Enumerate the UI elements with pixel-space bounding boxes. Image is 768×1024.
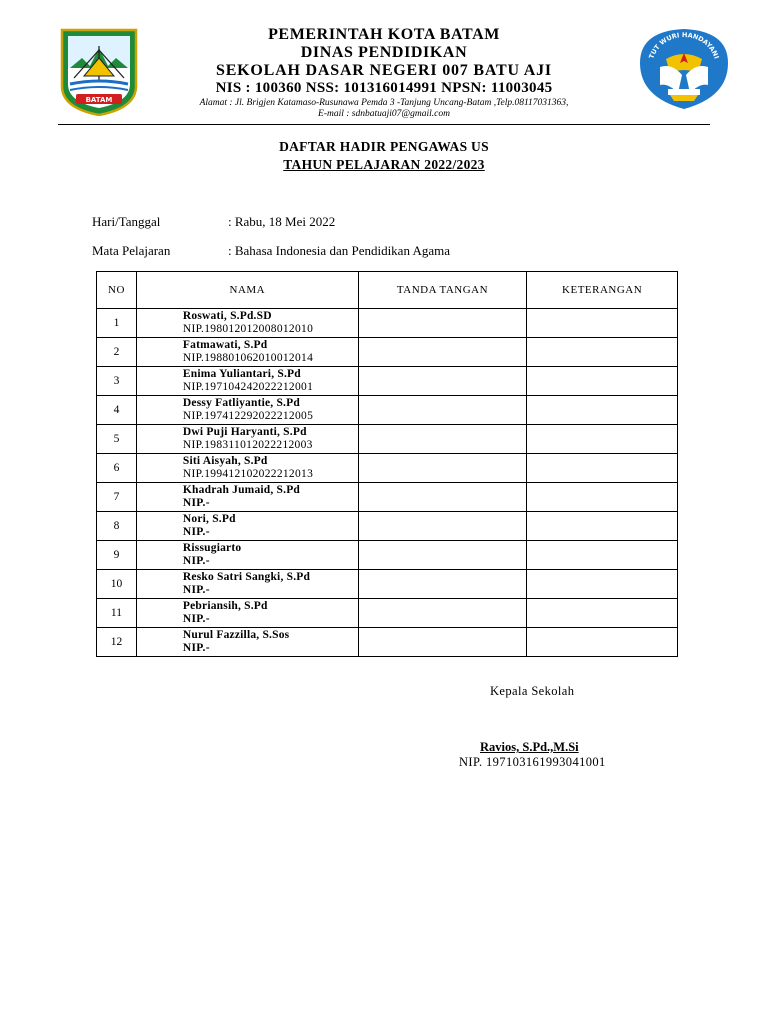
principal-nip: NIP. 197103161993041001 xyxy=(459,755,606,769)
signature-cell[interactable] xyxy=(358,628,527,657)
remarks-cell[interactable] xyxy=(527,454,678,483)
signature-cell[interactable] xyxy=(358,512,527,541)
table-row xyxy=(97,454,678,483)
signature-cell[interactable] xyxy=(358,570,527,599)
header-signature: TANDA TANGAN xyxy=(358,272,527,309)
table-row xyxy=(97,367,678,396)
remarks-cell[interactable] xyxy=(527,483,678,512)
row-name-cell xyxy=(136,425,358,454)
supervisor-name: Roswati, S.Pd.SD xyxy=(182,310,272,322)
row-number: 9 xyxy=(97,541,137,570)
row-number: 4 xyxy=(97,396,137,425)
signature-cell[interactable] xyxy=(358,425,527,454)
row-number: 3 xyxy=(97,367,137,396)
row-name-cell xyxy=(136,367,358,396)
header-remarks: KETERANGAN xyxy=(527,272,678,309)
header-government: PEMERINTAH KOTA BATAM xyxy=(268,26,500,43)
batam-logo-text: BATAM xyxy=(85,96,113,104)
row-name-cell xyxy=(136,570,358,599)
supervisor-name: Resko Satri Sangki, S.Pd xyxy=(182,571,311,583)
supervisor-nip: NIP.197412292022212005 xyxy=(182,410,314,422)
document-subtitle: TAHUN PELAJARAN 2022/2023 xyxy=(283,157,485,172)
row-number: 2 xyxy=(97,338,137,367)
table-row xyxy=(97,512,678,541)
row-number: 6 xyxy=(97,454,137,483)
subject-value: : Bahasa Indonesia dan Pendidikan Agama xyxy=(228,243,451,258)
supervisor-name: Dwi Puji Haryanti, S.Pd xyxy=(182,426,307,438)
supervisor-name: Nurul Fazzilla, S.Sos xyxy=(182,629,290,641)
remarks-cell[interactable] xyxy=(527,367,678,396)
row-number: 1 xyxy=(97,309,137,338)
row-name-cell xyxy=(136,512,358,541)
document-title: DAFTAR HADIR PENGAWAS US xyxy=(279,139,489,154)
signature-cell[interactable] xyxy=(358,367,527,396)
remarks-cell[interactable] xyxy=(527,338,678,367)
row-number: 7 xyxy=(97,483,137,512)
row-name-cell xyxy=(136,483,358,512)
table-row xyxy=(97,541,678,570)
supervisor-nip: NIP.- xyxy=(182,642,210,654)
day-label: Hari/Tanggal xyxy=(92,214,161,229)
supervisor-nip: NIP.198012012008012010 xyxy=(182,323,314,335)
row-name-cell xyxy=(136,309,358,338)
row-number: 12 xyxy=(97,628,137,657)
signature-cell[interactable] xyxy=(358,541,527,570)
supervisor-name: Rissugiarto xyxy=(182,542,242,554)
header-no: NO xyxy=(97,272,137,309)
header-department: DINAS PENDIDIKAN xyxy=(300,44,468,61)
remarks-cell[interactable] xyxy=(527,425,678,454)
signature-cell[interactable] xyxy=(358,309,527,338)
signature-cell[interactable] xyxy=(358,483,527,512)
supervisor-name: Dessy Fatliyantie, S.Pd xyxy=(182,397,300,409)
header-email: E-mail : sdnbatuaji07@gmail.com xyxy=(318,109,450,119)
row-name-cell xyxy=(136,454,358,483)
row-name-cell xyxy=(136,628,358,657)
row-name-cell xyxy=(136,338,358,367)
row-name-cell xyxy=(136,396,358,425)
header-school-name: SEKOLAH DASAR NEGERI 007 BATU AJI xyxy=(216,62,552,79)
supervisor-nip: NIP.- xyxy=(182,584,210,596)
principal-name: Ravios, S.Pd.,M.Si xyxy=(480,740,579,754)
principal-role: Kepala Sekolah xyxy=(490,684,575,698)
tut-wuri-handayani-logo xyxy=(638,27,730,111)
supervisor-nip: NIP.198311012022212003 xyxy=(182,439,313,451)
supervisor-name: Nori, S.Pd xyxy=(182,513,236,525)
table-row xyxy=(97,425,678,454)
attendance-table xyxy=(96,271,678,657)
table-row xyxy=(97,396,678,425)
table-row xyxy=(97,483,678,512)
remarks-cell[interactable] xyxy=(527,628,678,657)
subject-label: Mata Pelajaran xyxy=(92,243,171,258)
supervisor-name: Siti Aisyah, S.Pd xyxy=(182,455,268,467)
table-row xyxy=(97,628,678,657)
row-number: 11 xyxy=(97,599,137,628)
supervisor-nip: NIP.199412102022212013 xyxy=(182,468,314,480)
table-row xyxy=(97,599,678,628)
header-name: NAMA xyxy=(136,272,358,309)
remarks-cell[interactable] xyxy=(527,512,678,541)
supervisor-nip: NIP.- xyxy=(182,497,210,509)
table-row xyxy=(97,570,678,599)
remarks-cell[interactable] xyxy=(527,541,678,570)
table-row xyxy=(97,309,678,338)
batam-logo xyxy=(60,28,138,116)
remarks-cell[interactable] xyxy=(527,570,678,599)
row-name-cell xyxy=(136,599,358,628)
row-number: 5 xyxy=(97,425,137,454)
row-name-cell xyxy=(136,541,358,570)
signature-cell[interactable] xyxy=(358,599,527,628)
signature-cell[interactable] xyxy=(358,454,527,483)
supervisor-name: Pebriansih, S.Pd xyxy=(182,600,268,612)
remarks-cell[interactable] xyxy=(527,396,678,425)
day-value: : Rabu, 18 Mei 2022 xyxy=(228,214,336,229)
header-divider xyxy=(58,124,710,125)
remarks-cell[interactable] xyxy=(527,309,678,338)
supervisor-nip: NIP.198801062010012014 xyxy=(182,352,314,364)
signature-cell[interactable] xyxy=(358,396,527,425)
supervisor-nip: NIP.- xyxy=(182,613,210,625)
remarks-cell[interactable] xyxy=(527,599,678,628)
supervisor-name: Khadrah Jumaid, S.Pd xyxy=(182,484,301,496)
supervisor-nip: NIP.197104242022212001 xyxy=(182,381,314,393)
table-body xyxy=(97,309,678,657)
signature-cell[interactable] xyxy=(358,338,527,367)
supervisor-nip: NIP.- xyxy=(182,555,210,567)
header-school-ids: NIS : 100360 NSS: 101316014991 NPSN: 11003045 xyxy=(215,80,553,96)
tut-wuri-logo-text: TUT WURI HANDAYANI xyxy=(647,30,721,60)
supervisor-name: Enima Yuliantari, S.Pd xyxy=(182,368,301,380)
table-row xyxy=(97,338,678,367)
row-number: 10 xyxy=(97,570,137,599)
row-number: 8 xyxy=(97,512,137,541)
table-header-row xyxy=(97,272,678,309)
supervisor-nip: NIP.- xyxy=(182,526,210,538)
header-address: Alamat : Jl. Brigjen Katamaso-Rusunawa Pemda 3 -Tanjung Uncang-Batam ,Telp.08117031363, xyxy=(199,98,569,108)
supervisor-name: Fatmawati, S.Pd xyxy=(182,339,268,351)
